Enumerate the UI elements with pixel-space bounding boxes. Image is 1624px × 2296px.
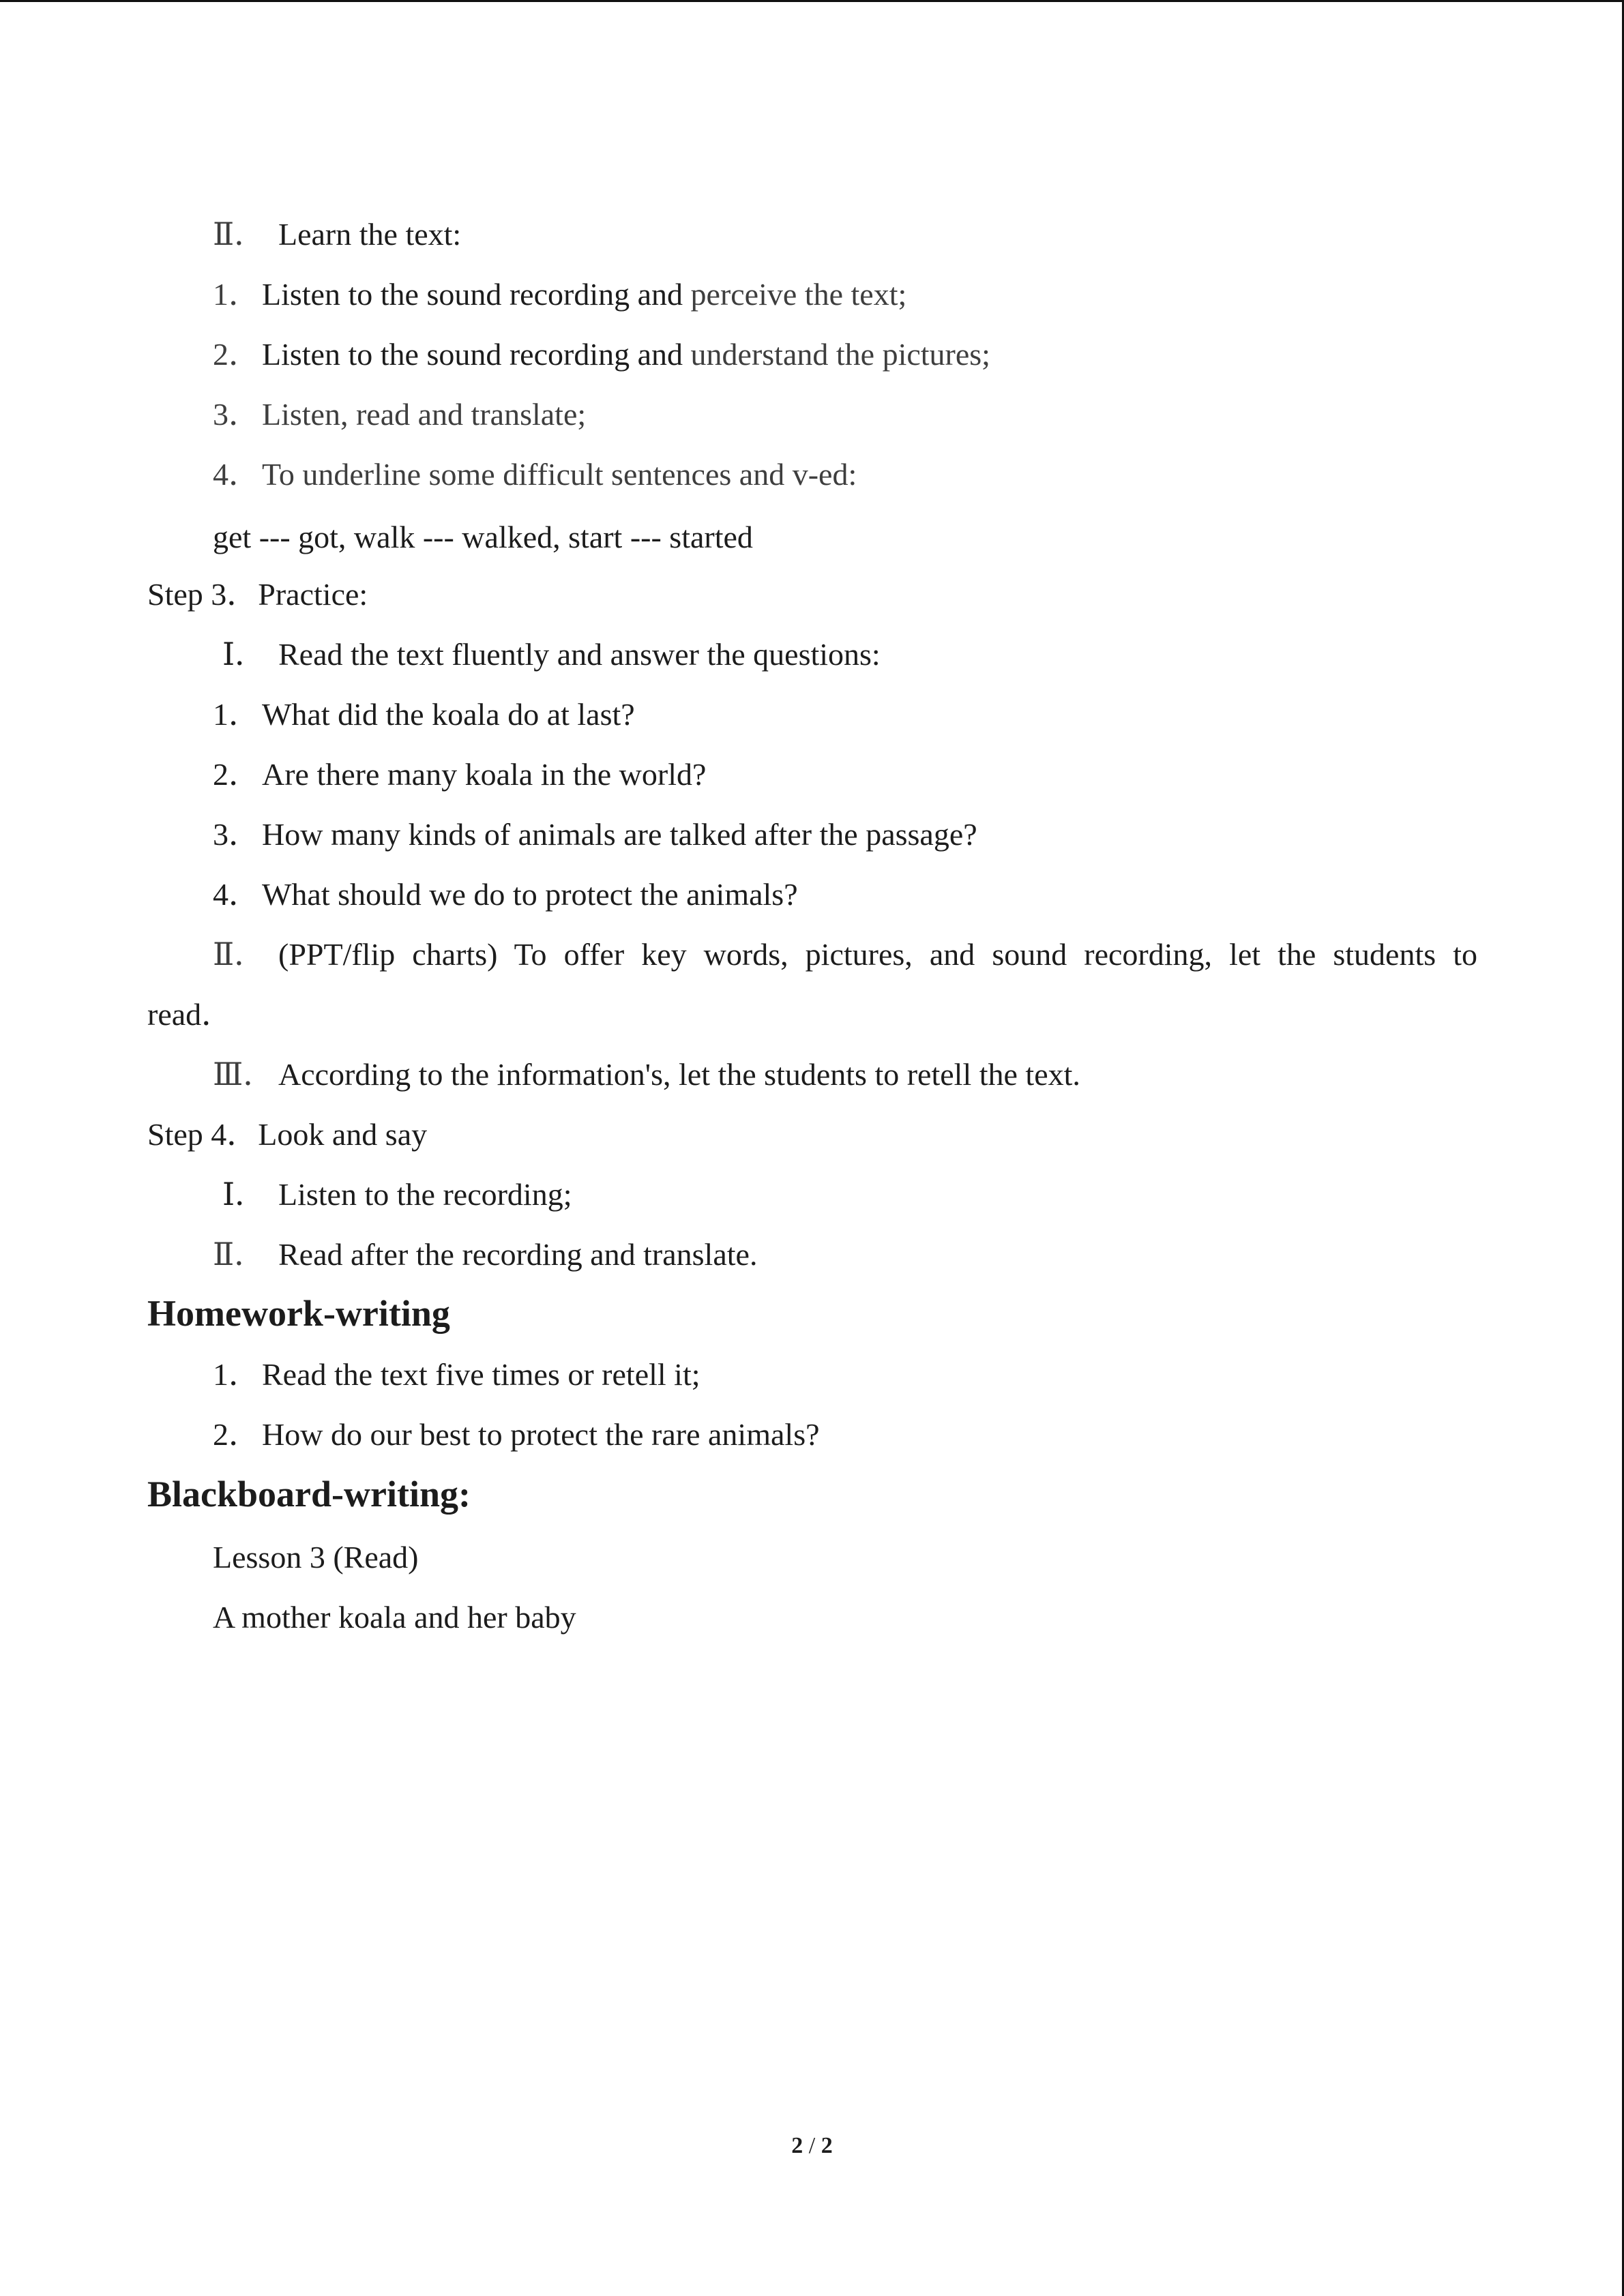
homework-item (213, 1417, 820, 1453)
page-separator: / (803, 2133, 821, 2158)
step3-part2 (213, 937, 1477, 973)
item-text: What did the koala do at last? (262, 697, 635, 732)
verb-forms-line: get --- got, walk --- walked, start --- started (213, 520, 753, 554)
item-text: What should we do to protect the animals? (262, 877, 798, 912)
item-number: 3． (213, 397, 260, 432)
item-number: 2． (213, 757, 260, 792)
part-text: Read after the recording and translate. (278, 1237, 758, 1272)
item-number: 2． (213, 1417, 260, 1452)
item-text: Read the text five times or retell it; (262, 1357, 700, 1392)
roman-marker: Ⅱ． (213, 937, 266, 972)
blackboard-heading: Blackboard-writing: (147, 1474, 471, 1515)
step-title: Practice: (258, 577, 368, 612)
part-text: According to the information's, let the students to retell the text. (278, 1057, 1080, 1092)
step4-heading (147, 1117, 427, 1153)
blackboard-line: Lesson 3 (Read) (213, 1540, 419, 1575)
item-text: How many kinds of animals are talked after the passage? (262, 817, 977, 852)
roman-marker: Ⅰ． (222, 1177, 267, 1212)
part-text: Read the text fluently and answer the questions: (278, 637, 881, 672)
item-number: 2． (213, 337, 260, 372)
question-item (213, 817, 977, 853)
step3-heading (147, 577, 368, 613)
item-number: 4． (213, 457, 260, 492)
list-item (213, 397, 586, 433)
roman-marker: Ⅰ． (222, 637, 267, 672)
list-item (213, 277, 906, 313)
item-text: Listen to the sound recording and (262, 337, 683, 372)
question-item (213, 757, 706, 793)
list-item (213, 457, 857, 493)
step-label: Step 4． (147, 1117, 259, 1152)
step4-part2 (213, 1237, 757, 1273)
page-number (0, 2133, 1624, 2159)
item-text: To underline some difficult sentences and v-ed: (262, 457, 857, 492)
step4-part1 (213, 1177, 572, 1213)
step-label: Step 3． (147, 577, 259, 612)
item-number: 1． (213, 697, 260, 732)
heading-text: Learn the text: (278, 217, 462, 252)
list-item (213, 337, 990, 373)
page-current: 2 (791, 2133, 803, 2158)
roman-marker: Ⅱ． (213, 1237, 266, 1272)
item-number: 1． (213, 1357, 260, 1392)
item-text: Listen, read and translate; (262, 397, 587, 432)
item-text: How do our best to protect the rare animals? (262, 1417, 820, 1452)
roman-marker: Ⅲ． (213, 1057, 275, 1092)
item-text-continued: understand the pictures; (683, 337, 990, 372)
item-number: 4． (213, 877, 260, 912)
item-text-continued: perceive the text; (683, 277, 907, 312)
item-text: Are there many koala in the world? (262, 757, 707, 792)
question-item (213, 877, 798, 913)
page-total: 2 (821, 2133, 833, 2158)
homework-item (213, 1357, 700, 1393)
step3-part2-continued: read． (147, 997, 233, 1032)
item-number: 1． (213, 277, 260, 312)
roman-marker: Ⅱ． (213, 217, 266, 252)
learn-text-heading (213, 217, 461, 253)
item-number: 3． (213, 817, 260, 852)
blackboard-line: A mother koala and her baby (213, 1600, 576, 1635)
step-title: Look and say (258, 1117, 428, 1152)
part-text-line1: (PPT/flip charts) To offer key words, pictures, and sound recording, let the students to (278, 937, 1477, 972)
question-item (213, 697, 635, 733)
item-text: Listen to the sound recording and (262, 277, 683, 312)
part-text: Listen to the recording; (278, 1177, 572, 1212)
homework-heading: Homework-writing (147, 1293, 450, 1334)
step3-part1 (213, 637, 881, 673)
step3-part3 (213, 1057, 1080, 1093)
